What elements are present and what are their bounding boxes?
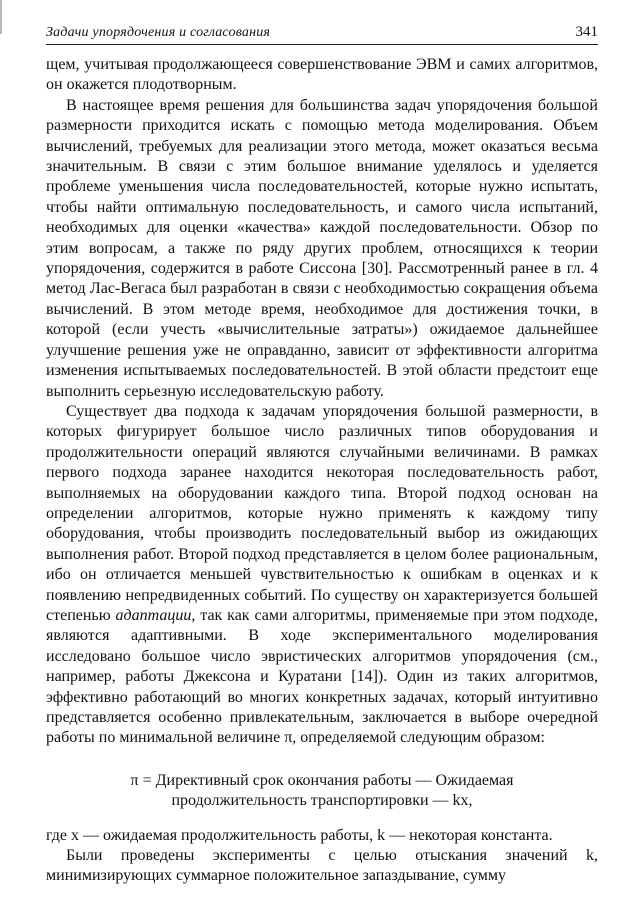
paragraph-1: щем, учитывая продолжающееся совершенствование ЭВМ и самих алгоритмов, он окажется плодотворным. xyxy=(46,56,598,94)
formula-line-2: продолжительность транспортировки — kx, xyxy=(171,792,473,810)
paragraph-3-text-end: , так как сами алгоритмы, применяемые при этом подходе, являются адаптивными. В ходе экспериментального моделирования исследовано большое число эвристических алгоритмов упорядочения (см., например, работы Джексона и Куратани [14]). Один из таких алгоритмов, эффективно работающий во многих конкретных задачах, который интуитивно представляется особенно привлекательным, заключается в выборе очередной работы по минимальной величине π, определяемой следующим образом: xyxy=(46,606,599,747)
paragraph-5: Были проведены эксперименты с целью отыскания значений k, минимизирующих суммарное положительное запаздывание, сумму xyxy=(46,847,598,885)
page-number: 341 xyxy=(575,24,598,40)
paragraph-3-text-start: Существует два подхода к задачам упорядочения большой размерности, в которых фигурирует большое число различных типов оборудования и продолжительности операций являются случайными величинами. В рамках первого подхода заранее находится некоторая последовательность работ, выполняемых на оборудовании каждого типа. Второй подход основан на определении алгоритмов, которые нужно применять к каждому типу оборудования, чтобы производить последовательный выбор из ожидающих выполнения работ. Второй подход представляется в целом более рациональным, ибо он отличается меньшей чувствительностью к ошибкам в оценках и к появлению непредвиденных событий. По существу он характеризуется большей степенью xyxy=(46,402,598,624)
page xyxy=(46,24,598,887)
scan-margin-mark xyxy=(0,0,12,34)
paragraph-2: В настоящее время решения для большинства задач упорядочения большой размерности приходится искать с помощью метода моделирования. Объем вычислений, требуемых для реализации этого метода, может оказаться весьма значительным. В связи с этим большое внимание уделялось и уделяется проблеме уменьшения числа последовательностей, которые нужно испытать, чтобы найти оптимальную последовательность, и самого числа испытаний, необходимых для оценки «качества» каждой последовательности. Обзор по этим вопросам, а также по ряду других проблем, относящихся к теории упорядочения, содержится в работе Сиссона [30]. Рассмотренный ранее в гл. 4 метод Лас-Вегаса был разработан в связи с необходимостью сокращения объема вычислений. В этом методе время, необходимое для достижения точки, в которой (если учесть «вычислительные затраты») ожидаемое дальнейшее улучшение решения уже не оправданно, зависит от эффективности алгоритма изменения испытываемых последовательностей. В этой области предстоит еще выполнить серьезную исследовательскую работу. xyxy=(46,96,598,400)
paragraph-3 xyxy=(46,402,598,749)
running-head xyxy=(46,24,598,45)
formula-pi xyxy=(46,771,598,812)
formula-line-1: π = Директивный срок окончания работы — Ожидаемая xyxy=(130,771,514,789)
emphasis-adaptation: адаптации xyxy=(115,606,192,624)
body-text xyxy=(46,55,598,887)
paragraph-4: где x — ожидаемая продолжительность работы, k — некоторая константа. xyxy=(46,826,553,844)
running-title: Задачи упорядочения и согласования xyxy=(46,25,271,40)
